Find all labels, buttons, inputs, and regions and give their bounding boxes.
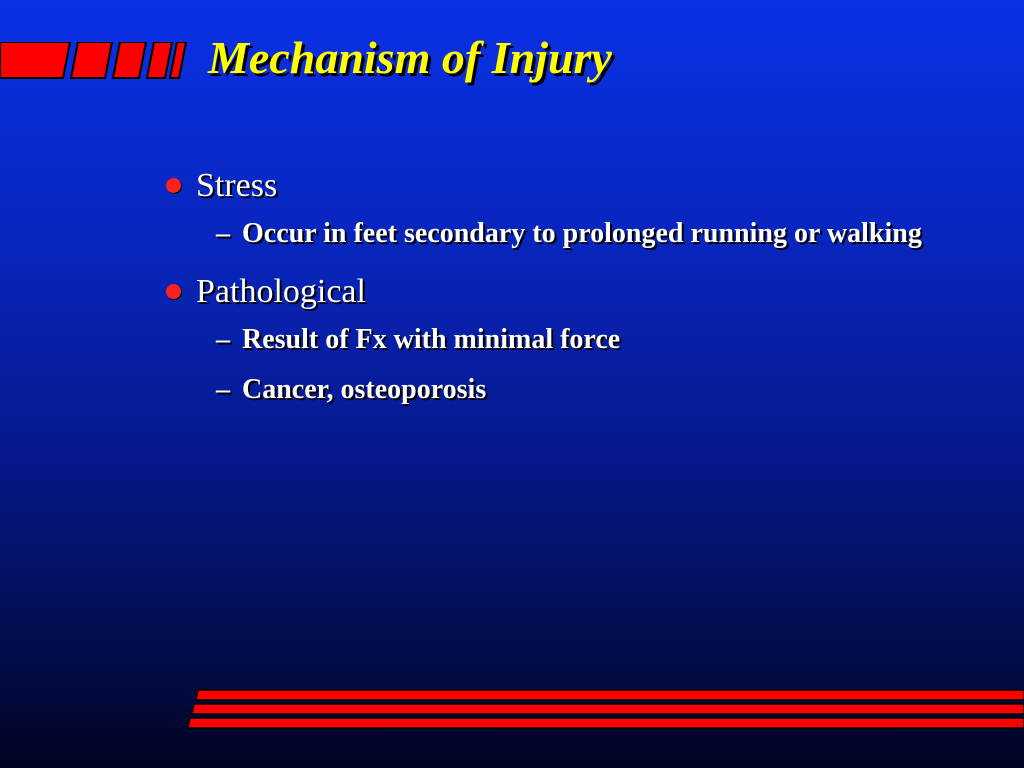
sub-list-pathological bbox=[166, 322, 986, 408]
footer-stripes-decoration bbox=[186, 688, 1024, 730]
dash-marker: – bbox=[216, 324, 230, 355]
slide-title: Mechanism of Injury bbox=[208, 32, 612, 83]
bullet-label: Stress bbox=[196, 167, 278, 204]
dash-marker: – bbox=[216, 218, 230, 249]
bullet-label: Pathological bbox=[196, 273, 366, 310]
sub-bullet bbox=[216, 372, 986, 408]
bullet-dot-icon bbox=[166, 284, 181, 299]
sub-bullet-label: Result of Fx with minimal force bbox=[242, 324, 621, 355]
sub-bullet-label: Cancer, osteoporosis bbox=[242, 374, 487, 405]
sub-bullet bbox=[216, 216, 986, 252]
sub-bullet-label: Occur in feet secondary to prolonged running or walking bbox=[242, 218, 922, 249]
bullet-dot-icon bbox=[166, 178, 181, 193]
header-stripes-decoration bbox=[0, 42, 190, 80]
sub-list-stress bbox=[166, 216, 986, 252]
bullet-stress bbox=[166, 164, 986, 208]
dash-marker: – bbox=[216, 374, 230, 405]
bullet-pathological bbox=[166, 270, 986, 314]
sub-bullet bbox=[216, 322, 986, 358]
slide-body bbox=[166, 164, 986, 408]
